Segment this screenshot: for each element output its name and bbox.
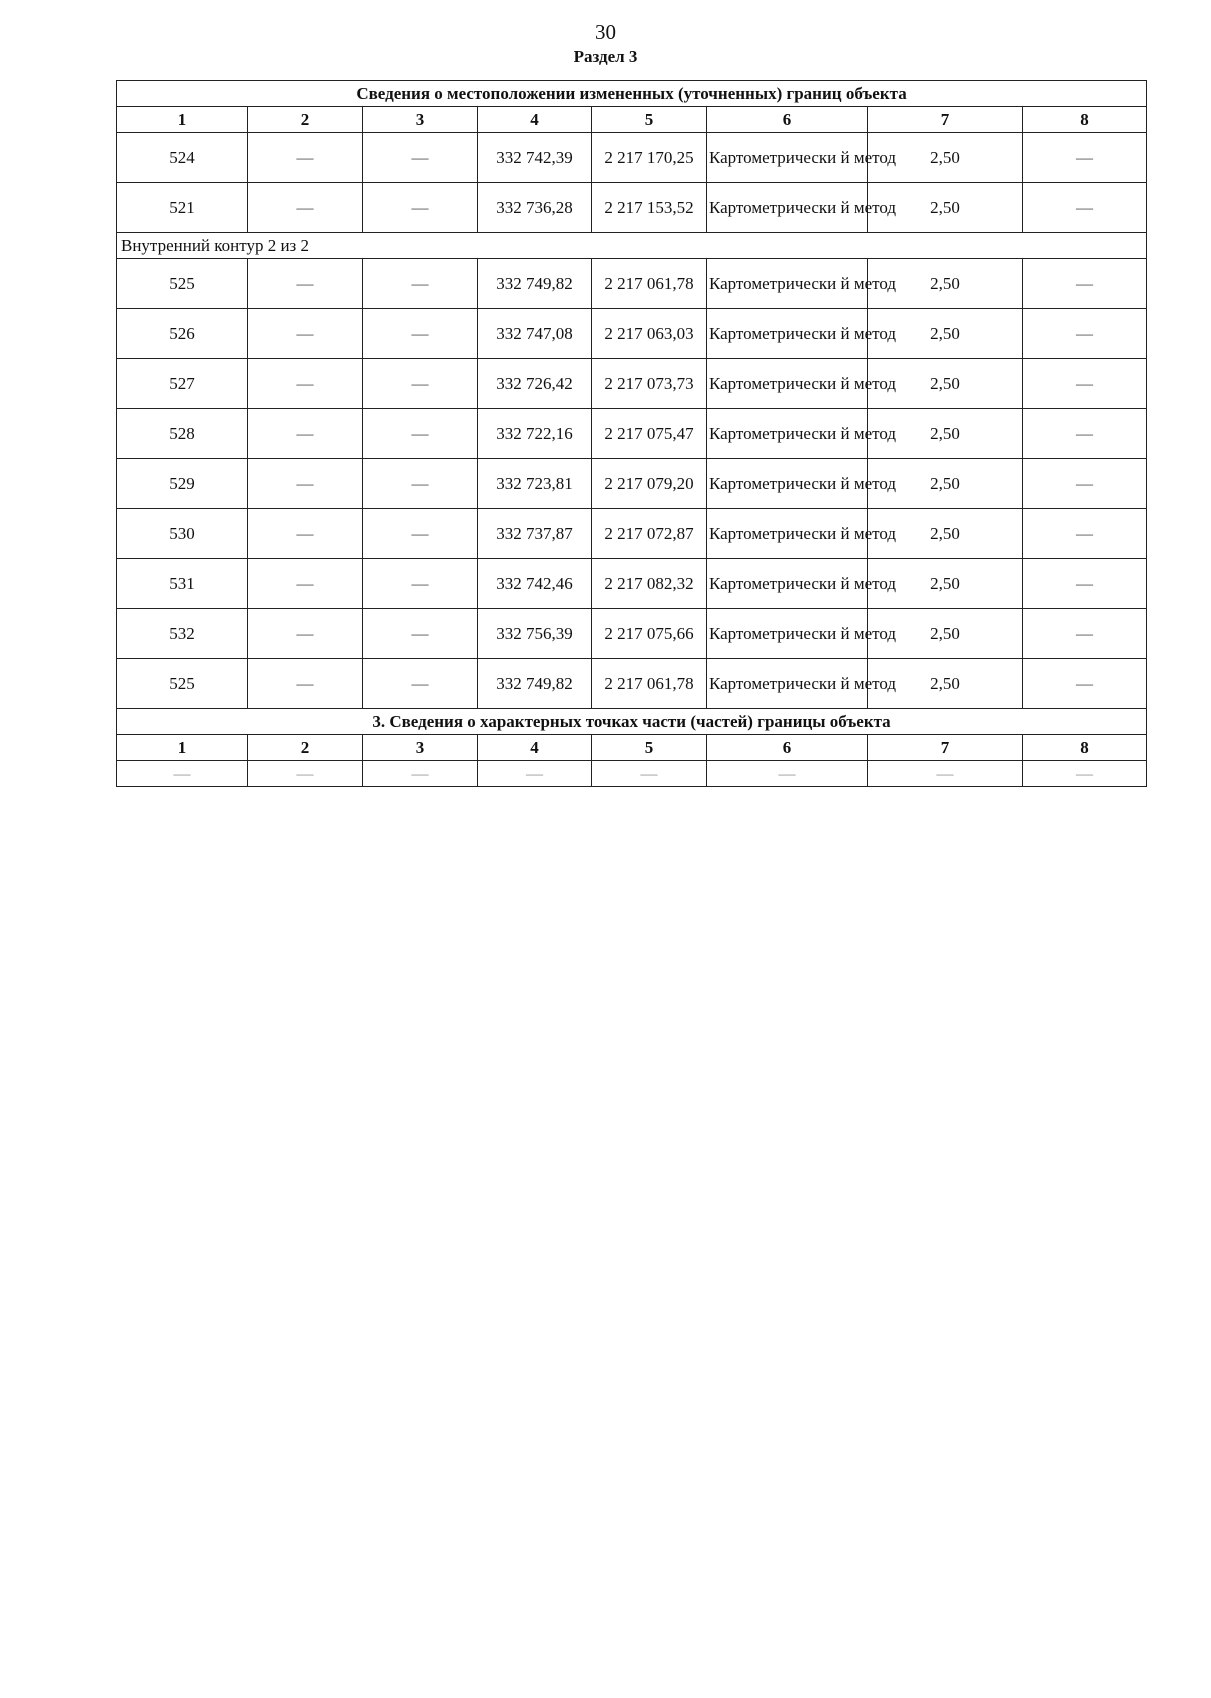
contour-label-row	[117, 233, 1147, 259]
coord-y-cell: 2 217 073,73	[592, 359, 707, 409]
col-8-cell: —	[1023, 609, 1147, 659]
header-cell: 5	[592, 107, 707, 133]
coord-y-cell: 2 217 082,32	[592, 559, 707, 609]
header-cell: 6	[707, 107, 868, 133]
point-number-cell: 524	[117, 133, 248, 183]
col-2-cell: —	[248, 183, 363, 233]
accuracy-cell: 2,50	[868, 133, 1023, 183]
point-number-cell: 532	[117, 609, 248, 659]
contour-label: Внутренний контур 2 из 2	[117, 233, 1147, 259]
coord-y-cell: —	[592, 761, 707, 787]
coord-x-cell: 332 726,42	[478, 359, 592, 409]
header-cell: 5	[592, 735, 707, 761]
col-2-cell: —	[248, 559, 363, 609]
accuracy-cell: 2,50	[868, 459, 1023, 509]
col-2-cell: —	[248, 309, 363, 359]
table-title	[117, 81, 1147, 107]
method-cell: Картометрически й метод	[707, 359, 868, 409]
col-3-cell: —	[363, 183, 478, 233]
col-2-cell: —	[248, 509, 363, 559]
method-cell: Картометрически й метод	[707, 509, 868, 559]
coord-x-cell: 332 722,16	[478, 409, 592, 459]
col-2-cell: —	[248, 761, 363, 787]
accuracy-cell: 2,50	[868, 559, 1023, 609]
section-3-header-row	[117, 735, 1147, 761]
table-row	[117, 359, 1147, 409]
accuracy-cell: 2,50	[868, 509, 1023, 559]
coord-y-cell: 2 217 075,47	[592, 409, 707, 459]
table-row	[117, 459, 1147, 509]
col-2-cell: —	[248, 133, 363, 183]
accuracy-cell: 2,50	[868, 359, 1023, 409]
coord-y-cell: 2 217 170,25	[592, 133, 707, 183]
table-row	[117, 509, 1147, 559]
header-cell: 2	[248, 735, 363, 761]
col-8-cell: —	[1023, 659, 1147, 709]
accuracy-cell: 2,50	[868, 309, 1023, 359]
col-2-cell: —	[248, 259, 363, 309]
point-number-cell: 526	[117, 309, 248, 359]
header-cell: 3	[363, 107, 478, 133]
col-8-cell: —	[1023, 259, 1147, 309]
col-3-cell: —	[363, 509, 478, 559]
coord-x-cell: 332 723,81	[478, 459, 592, 509]
table-row	[117, 259, 1147, 309]
method-cell: Картометрически й метод	[707, 133, 868, 183]
method-cell: Картометрически й метод	[707, 459, 868, 509]
col-8-cell: —	[1023, 183, 1147, 233]
col-8-cell: —	[1023, 509, 1147, 559]
table-row	[117, 761, 1147, 787]
col-8-cell: —	[1023, 409, 1147, 459]
point-number-cell: 528	[117, 409, 248, 459]
header-cell: 1	[117, 107, 248, 133]
table-row	[117, 559, 1147, 609]
coord-y-cell: 2 217 079,20	[592, 459, 707, 509]
section-3-title-cell: 3. Сведения о характерных точках части (частей) границы объекта	[117, 709, 1147, 735]
col-2-cell: —	[248, 459, 363, 509]
col-2-cell: —	[248, 659, 363, 709]
accuracy-cell: 2,50	[868, 183, 1023, 233]
col-3-cell: —	[363, 659, 478, 709]
point-number-cell: 521	[117, 183, 248, 233]
method-cell: Картометрически й метод	[707, 609, 868, 659]
table-title-cell: Сведения о местоположении измененных (уточненных) границ объекта	[117, 81, 1147, 107]
method-cell: Картометрически й метод	[707, 309, 868, 359]
coord-y-cell: 2 217 061,78	[592, 659, 707, 709]
method-cell: Картометрически й метод	[707, 183, 868, 233]
point-number-cell: 525	[117, 659, 248, 709]
coord-x-cell: 332 756,39	[478, 609, 592, 659]
method-cell: Картометрически й метод	[707, 559, 868, 609]
table-row	[117, 409, 1147, 459]
point-number-cell: 531	[117, 559, 248, 609]
point-number-cell: 529	[117, 459, 248, 509]
method-cell: Картометрически й метод	[707, 659, 868, 709]
col-2-cell: —	[248, 359, 363, 409]
coord-y-cell: 2 217 075,66	[592, 609, 707, 659]
header-cell: 4	[478, 107, 592, 133]
column-header-row	[117, 107, 1147, 133]
point-number-cell: 527	[117, 359, 248, 409]
table-row	[117, 309, 1147, 359]
col-3-cell: —	[363, 559, 478, 609]
coord-y-cell: 2 217 061,78	[592, 259, 707, 309]
accuracy-cell: 2,50	[868, 659, 1023, 709]
table-row	[117, 133, 1147, 183]
col-3-cell: —	[363, 133, 478, 183]
accuracy-cell: 2,50	[868, 409, 1023, 459]
col-8-cell: —	[1023, 359, 1147, 409]
header-cell: 1	[117, 735, 248, 761]
header-cell: 8	[1023, 735, 1147, 761]
table-row	[117, 183, 1147, 233]
col-3-cell: —	[363, 761, 478, 787]
method-cell: —	[707, 761, 868, 787]
coord-y-cell: 2 217 063,03	[592, 309, 707, 359]
col-3-cell: —	[363, 409, 478, 459]
page-number: 30	[595, 20, 616, 44]
accuracy-cell: 2,50	[868, 609, 1023, 659]
col-8-cell: —	[1023, 309, 1147, 359]
col-3-cell: —	[363, 359, 478, 409]
col-8-cell: —	[1023, 133, 1147, 183]
section-3-title	[117, 709, 1147, 735]
header-cell: 7	[868, 107, 1023, 133]
point-number-cell: —	[117, 761, 248, 787]
coord-x-cell: 332 749,82	[478, 659, 592, 709]
coord-x-cell: —	[478, 761, 592, 787]
boundary-table	[116, 80, 1147, 787]
header-cell: 8	[1023, 107, 1147, 133]
col-8-cell: —	[1023, 559, 1147, 609]
col-2-cell: —	[248, 609, 363, 659]
coord-x-cell: 332 742,39	[478, 133, 592, 183]
table-row	[117, 659, 1147, 709]
accuracy-cell: —	[868, 761, 1023, 787]
col-3-cell: —	[363, 309, 478, 359]
coord-x-cell: 332 747,08	[478, 309, 592, 359]
point-number-cell: 525	[117, 259, 248, 309]
header-cell: 4	[478, 735, 592, 761]
coord-x-cell: 332 736,28	[478, 183, 592, 233]
col-8-cell: —	[1023, 459, 1147, 509]
col-3-cell: —	[363, 259, 478, 309]
table-row	[117, 609, 1147, 659]
coord-x-cell: 332 742,46	[478, 559, 592, 609]
accuracy-cell: 2,50	[868, 259, 1023, 309]
method-cell: Картометрически й метод	[707, 259, 868, 309]
header-cell: 3	[363, 735, 478, 761]
col-3-cell: —	[363, 459, 478, 509]
header-cell: 6	[707, 735, 868, 761]
coord-x-cell: 332 737,87	[478, 509, 592, 559]
coord-y-cell: 2 217 072,87	[592, 509, 707, 559]
col-3-cell: —	[363, 609, 478, 659]
header-cell: 7	[868, 735, 1023, 761]
col-8-cell: —	[1023, 761, 1147, 787]
header-cell: 2	[248, 107, 363, 133]
method-cell: Картометрически й метод	[707, 409, 868, 459]
coord-x-cell: 332 749,82	[478, 259, 592, 309]
point-number-cell: 530	[117, 509, 248, 559]
coord-y-cell: 2 217 153,52	[592, 183, 707, 233]
col-2-cell: —	[248, 409, 363, 459]
section-title: Раздел 3	[573, 47, 638, 66]
